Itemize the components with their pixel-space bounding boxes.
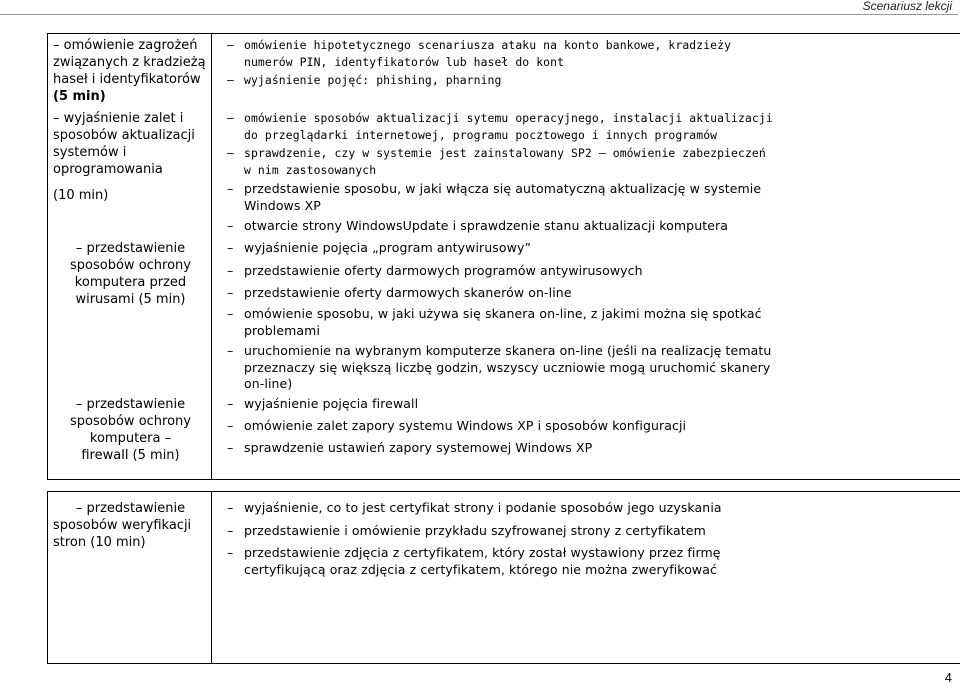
topic-line: wirusami (5 min) [75, 292, 186, 307]
topic-line: sposobów aktualizacji [53, 128, 195, 143]
topic-line: (10 min) [53, 188, 109, 203]
topic-line: – przedstawienie [75, 241, 186, 256]
table1-left-border [47, 33, 48, 480]
topic-line: komputera – [89, 431, 172, 446]
topic-line: oprogramowania [53, 162, 163, 177]
topic-line: – przedstawienie [75, 397, 186, 412]
topic-verification [53, 500, 208, 551]
dash-bullet: – [227, 111, 234, 125]
table2-top-border [47, 491, 960, 492]
dash-bullet: – [227, 500, 234, 515]
dash-bullet: – [227, 218, 234, 233]
list-item: – przedstawienie sposobu, w jaki włącza się automatyczną aktualizację w systemie Windows XP [227, 181, 762, 213]
dash-bullet: – [227, 306, 234, 321]
dash-bullet: – [227, 440, 234, 455]
list-item: – sprawdzenie, czy w systemie jest zainstalowany SP2 – omówienie zabezpieczeń w nim zastosowanych [227, 146, 766, 177]
dash-bullet: – [227, 343, 234, 358]
topic-line: haseł i identyfikatorów [53, 72, 201, 87]
topic-line: sposobów ochrony [70, 414, 191, 429]
list-item: – omówienie sposobów aktualizacji sytemu operacyjnego, instalacji aktualizacji do przeglądarki internetowej, programu pocztowego i innych programów [227, 111, 773, 142]
dash-bullet: – [227, 396, 234, 411]
header-title: Scenariusz lekcji [862, 0, 952, 13]
list-item: – przedstawienie i omówienie przykładu szyfrowanej strony z certyfikatem [227, 523, 706, 538]
dash-bullet: – [227, 263, 234, 278]
topic-threats [53, 37, 208, 105]
table2-bottom-border [47, 663, 960, 664]
list-item: – wyjaśnienie pojęcia firewall [227, 396, 419, 411]
table1-top-border [47, 33, 960, 34]
topic-line: systemów i [53, 145, 127, 160]
topic-updates [53, 110, 208, 204]
dash-bullet: – [227, 240, 234, 255]
topic-line [53, 178, 208, 187]
topic-line: – przedstawienie [75, 501, 186, 516]
topic-line: (5 min) [53, 89, 106, 104]
list-item: – wyjaśnienie pojęć: phishing, pharning [227, 73, 502, 87]
page-number: 4 [944, 670, 952, 685]
list-item: – omówienie zalet zapory systemu Windows XP i sposobów konfiguracji [227, 418, 687, 433]
table2-left-border [47, 491, 48, 664]
dash-bullet: – [227, 146, 234, 160]
topic-line: stron (10 min) [53, 535, 146, 550]
page-header [0, 0, 958, 15]
dash-bullet: – [227, 38, 234, 52]
list-item: – przedstawienie zdjęcia z certyfikatem, który został wystawiony przez firmę certyfikującą oraz zdjęcia z certyfikatem, którego nie można zweryfikować [227, 545, 721, 577]
topic-line: sposobów weryfikacji [53, 518, 192, 533]
list-item: – przedstawienie oferty darmowych programów antywirusowych [227, 263, 643, 278]
list-item: – uruchomienie na wybranym komputerze skanera on-line (jeśli na realizację tematu przeznaczy się większą liczbę godzin, wszyscy uczniowie mogą uruchomić skanery on-line) [227, 343, 772, 391]
topic-antivirus [53, 240, 208, 308]
topic-line: sposobów ochrony [70, 258, 191, 273]
table2-mid-border [211, 491, 212, 664]
list-item: – wyjaśnienie, co to jest certyfikat strony i podanie sposobów jego uzyskania [227, 500, 722, 515]
topic-line: firewall (5 min) [81, 448, 180, 463]
table1-mid-border [211, 33, 212, 480]
list-item: – omówienie sposobu, w jaki używa się skanera on-line, z jakimi można się spotkać problemami [227, 306, 762, 338]
topic-line: związanych z kradzieżą [53, 55, 206, 70]
dash-bullet: – [227, 181, 234, 196]
dash-bullet: – [227, 523, 234, 538]
table1-bottom-border [47, 479, 960, 480]
topic-firewall [53, 396, 208, 464]
topic-line: – wyjaśnienie zalet i [53, 111, 184, 126]
list-item: – sprawdzenie ustawień zapory systemowej Windows XP [227, 440, 593, 455]
list-item: – przedstawienie oferty darmowych skanerów on-line [227, 285, 572, 300]
list-item: – wyjaśnienie pojęcia „program antywirusowy” [227, 240, 532, 255]
dash-bullet: – [227, 73, 234, 87]
topic-line: komputera przed [74, 275, 187, 290]
list-item: – otwarcie strony WindowsUpdate i sprawdzenie stanu aktualizacji komputera [227, 218, 729, 233]
topic-line: – omówienie zagrożeń [53, 38, 198, 53]
dash-bullet: – [227, 285, 234, 300]
list-item: – omówienie hipotetycznego scenariusza ataku na konto bankowe, kradzieży numerów PIN, identyfikatorów lub haseł do kont [227, 38, 732, 69]
dash-bullet: – [227, 545, 234, 560]
dash-bullet: – [227, 418, 234, 433]
